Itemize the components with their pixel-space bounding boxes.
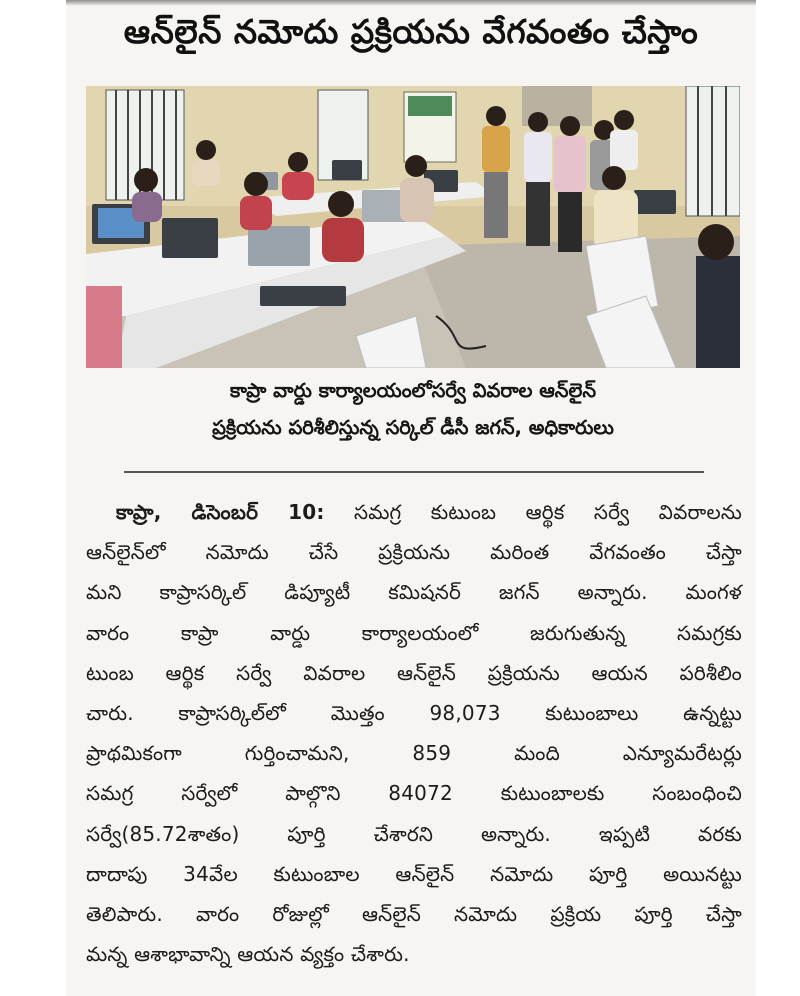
photo-caption <box>86 372 740 446</box>
article-body <box>86 492 742 974</box>
article-text: సమగ్ర కుటుంబ ఆర్థిక సర్వే వివరాలను <box>324 500 742 524</box>
caption-line: కాప్రా వార్డు కార్యాలయంలోసర్వే వివరాల ఆన్‌లైన్ <box>229 379 597 402</box>
article-line: సమగ్ర సర్వేలో పాల్గొని 84072 కుటుంబాలకు సంబంధించి <box>86 781 742 806</box>
news-photo <box>86 86 740 368</box>
article-line: తెలిపారు. వారం రోజుల్లో ఆన్‌లైన్ నమోదు ప్రక్రియ పూర్తి చేస్తా <box>86 902 742 927</box>
article-line: వారం కాప్రా వార్డు కార్యాలయంలో జరుగుతున్న సమగ్రకు <box>86 620 742 645</box>
dateline: కాప్రా, డిసెంబర్ 10: <box>116 500 325 524</box>
article-line: సర్వే(85.72శాతం) పూర్తి చేశారని అన్నారు. ఇప్పటి వరకు <box>86 821 742 846</box>
article-line: మని కాప్రాసర్కిల్ డిప్యూటీ కమిషనర్ జగన్ అన్నారు. మంగళ <box>86 580 742 605</box>
article-line: ప్రాథమికంగా గుర్తించామని, 859 మంది ఎన్యూమరేటర్లు <box>86 741 742 766</box>
article-line: దాదాపు 34వేల కుటుంబాల ఆన్‌లైన్ నమోదు పూర్తి అయినట్టు <box>86 861 742 886</box>
caption-line: ప్రక్రియను పరిశీలిస్తున్న సర్కిల్ డీసీ జగన్, అధికారులు <box>212 416 614 439</box>
headline: ఆన్‌లైన్ నమోదు ప్రక్రియను వేగవంతం చేస్తాం <box>123 12 699 51</box>
article-line <box>86 492 742 532</box>
clipping-top-edge <box>66 0 756 6</box>
photo-office-survey <box>86 86 740 368</box>
article-line: చారు. కాప్రాసర్కిల్‌లో మొత్తం 98,073 కుటుంబాలు ఉన్నట్టు <box>86 701 742 726</box>
article-line: మన్న ఆశాభావాన్ని ఆయన వ్యక్తం చేశారు. <box>86 942 410 967</box>
article-line: ఆన్‌లైన్‌లో నమోదు చేసే ప్రక్రియను మరింత వేగవంతం చేస్తా <box>86 540 742 565</box>
caption-divider <box>124 471 704 473</box>
article-line: టుంబ ఆర్థిక సర్వే వివరాల ఆన్‌లైన్ ప్రక్రియను ఆయన పరిశీలిం <box>86 660 742 685</box>
